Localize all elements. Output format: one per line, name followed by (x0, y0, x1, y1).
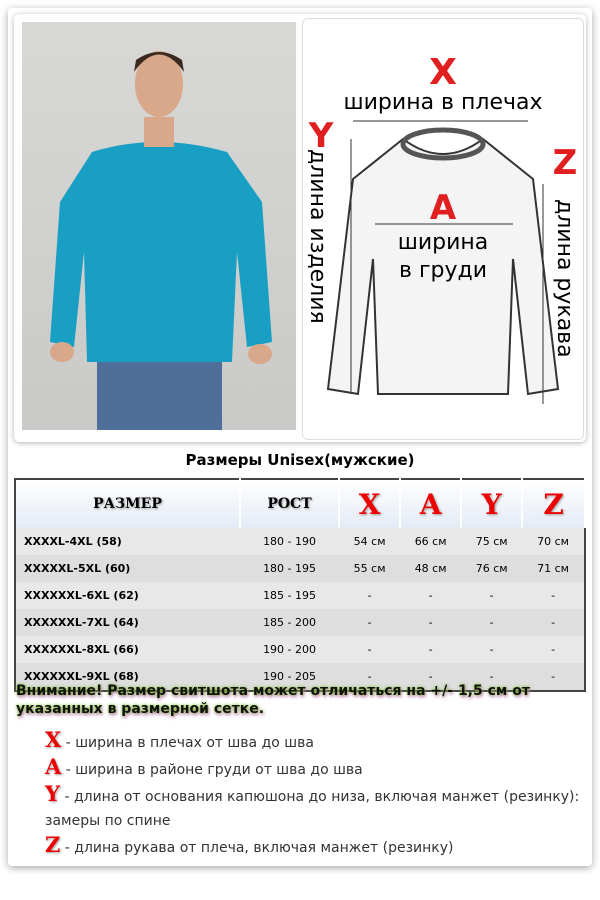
y-label: длина изделия (305, 149, 330, 324)
table-cell: 70 см (537, 535, 569, 548)
legend-item (45, 833, 585, 860)
x-marker: X (429, 52, 457, 93)
table-cell: XXXXXXL-9XL (68) (15, 663, 240, 691)
legend-key: Z (45, 832, 61, 857)
table-cell: - (522, 609, 585, 636)
legend-key: A (45, 754, 62, 779)
table-cell: 190 - 200 (263, 643, 317, 656)
legend-item (45, 782, 585, 833)
table-cell: 48 см (400, 555, 461, 582)
column-header: X (339, 479, 400, 528)
table-cell: 66 см (414, 535, 447, 548)
table-cell: - (461, 609, 522, 636)
table-cell: 54 см (353, 535, 386, 548)
table-cell: - (367, 589, 372, 602)
table-cell: XXXXL-4XL (58) (24, 535, 122, 548)
column-header: Y (461, 479, 522, 528)
table-cell: - (400, 609, 461, 636)
legend-key: Y (45, 781, 60, 806)
x-label: ширина в плечах (343, 90, 543, 115)
column-header: A (400, 479, 461, 528)
legend-text: - ширина в районе груди от шва до шва (61, 762, 363, 778)
column-header: РОСТ (240, 479, 339, 528)
table-cell: 71 см (522, 555, 585, 582)
size-table (14, 478, 586, 692)
table-cell: 185 - 200 (240, 609, 339, 636)
table-cell: - (522, 663, 585, 691)
table-cell: - (367, 643, 372, 656)
warning-text: Внимание! Размер свитшота может отличаться на +/- 1,5 см от указанных в размерной сетке. (16, 683, 530, 717)
table-cell: - (461, 663, 522, 691)
table-cell: 180 - 190 (263, 535, 317, 548)
table-cell: - (551, 643, 556, 656)
y-marker: Y (308, 116, 334, 156)
table-cell: - (428, 643, 433, 656)
table-cell: 180 - 195 (240, 555, 339, 582)
legend-text: - длина от основания капюшона до низа, включая манжет (резинку): замеры по спине (45, 789, 580, 829)
table-cell: 185 - 195 (263, 589, 317, 602)
table-cell: 75 см (475, 535, 508, 548)
table-row (15, 582, 585, 609)
a-marker: A (429, 188, 457, 228)
table-cell: - (339, 663, 400, 691)
legend-item (45, 728, 585, 755)
z-label: длина рукава (552, 199, 577, 358)
table-cell: 76 см (461, 555, 522, 582)
a-label-line2: в груди (398, 258, 488, 283)
table-cell: - (489, 643, 494, 656)
table-cell: XXXXXL-5XL (60) (15, 555, 240, 582)
legend (45, 728, 585, 860)
table-cell: - (551, 589, 556, 602)
table-row (15, 609, 585, 636)
table-cell: XXXXXXL-8XL (66) (24, 643, 139, 656)
legend-key: X (45, 727, 62, 752)
table-cell: 190 - 205 (240, 663, 339, 691)
table-cell: 55 см (339, 555, 400, 582)
table-cell: - (428, 589, 433, 602)
table-cell: - (489, 589, 494, 602)
model-photo (22, 22, 296, 430)
table-cell: - (400, 663, 461, 691)
table-cell: XXXXXXL-6XL (62) (24, 589, 139, 602)
a-label-line1: ширина (397, 230, 489, 255)
measurement-diagram (302, 18, 584, 440)
legend-text: - ширина в плечах от шва до шва (61, 735, 314, 751)
column-header: Z (522, 479, 585, 528)
legend-item (45, 755, 585, 782)
z-marker: Z (552, 143, 578, 183)
table-cell: XXXXXXL-7XL (64) (15, 609, 240, 636)
column-header: РАЗМЕР (15, 479, 240, 528)
table-cell: - (339, 609, 400, 636)
legend-text: - длина рукава от плеча, включая манжет (резинку) (60, 840, 454, 856)
table-row (15, 555, 585, 582)
chart-title: Размеры Unisex(мужские) (185, 451, 415, 469)
table-row (15, 528, 585, 555)
table-row (15, 636, 585, 663)
